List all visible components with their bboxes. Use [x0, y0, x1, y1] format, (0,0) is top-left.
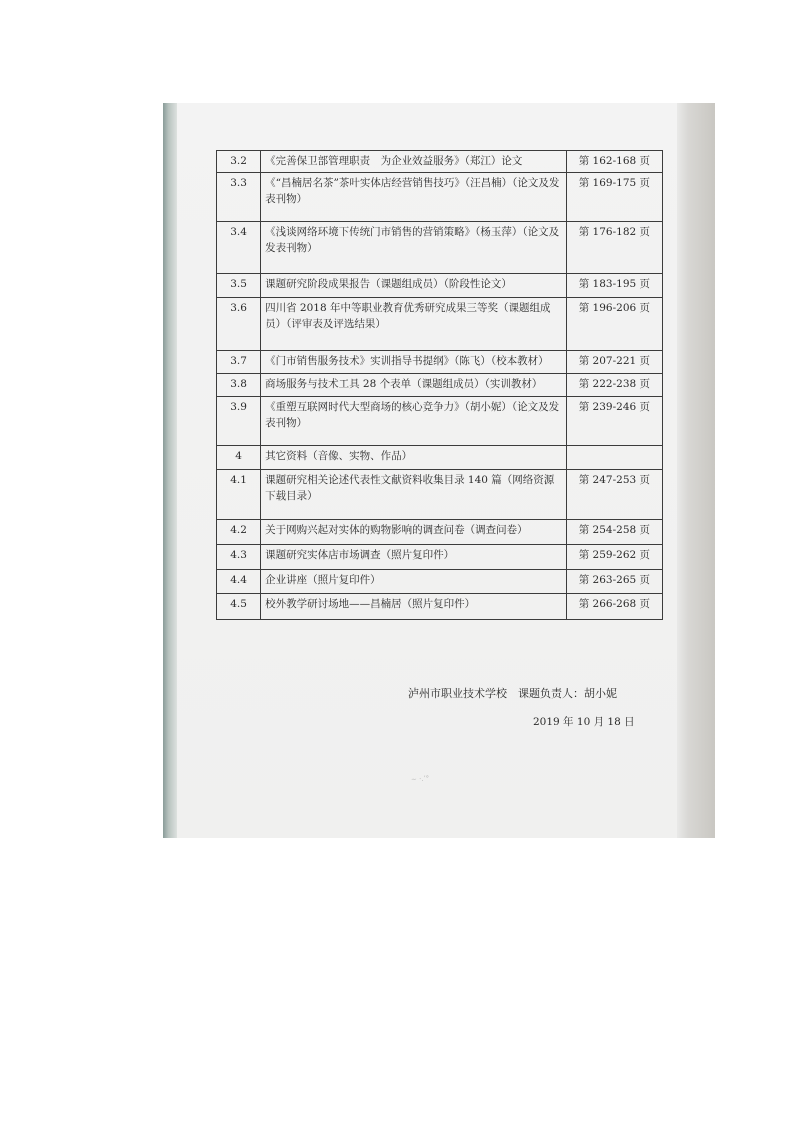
row-number: 4.3 [217, 545, 261, 570]
row-number: 3.9 [217, 397, 261, 446]
row-title: 《门市销售服务技术》实训指导书提纲》（陈飞）（校本教材） [261, 351, 567, 374]
row-pages: 第 176-182 页 [566, 222, 662, 274]
row-title: 校外教学研讨场地——昌楠居（照片复印件） [261, 594, 567, 620]
table-row [217, 397, 663, 446]
row-pages: 第 247-253 页 [566, 470, 662, 520]
table-row [217, 470, 663, 520]
table-row [217, 594, 663, 620]
table-row [217, 274, 663, 298]
row-number: 3.4 [217, 222, 261, 274]
photo-left-edge [163, 103, 177, 838]
row-title: 关于网购兴起对实体的购物影响的调查问卷（调查问卷） [261, 520, 567, 545]
contents-table [216, 150, 663, 620]
row-number: 3.5 [217, 274, 261, 298]
row-number: 3.3 [217, 173, 261, 222]
table-row [217, 173, 663, 222]
footer-date: 2019 年 10 月 18 日 [533, 716, 635, 728]
table-row [217, 570, 663, 594]
row-number: 3.2 [217, 151, 261, 173]
row-pages: 第 254-258 页 [566, 520, 662, 545]
row-number: 4.2 [217, 520, 261, 545]
row-pages: 第 207-221 页 [566, 351, 662, 374]
row-title: 《重塑互联网时代大型商场的核心竞争力》（胡小妮）（论文及发表刊物） [261, 397, 567, 446]
row-pages: 第 263-265 页 [566, 570, 662, 594]
row-number: 3.7 [217, 351, 261, 374]
row-title: 企业讲座（照片复印件） [261, 570, 567, 594]
row-title: 四川省 2018 年中等职业教育优秀研究成果三等奖（课题组成员）（评审表及评选结果） [261, 298, 567, 351]
table-row [217, 446, 663, 470]
footer-organization: 泸州市职业技术学校 课题负责人：胡小妮 [408, 687, 617, 700]
row-number: 4.5 [217, 594, 261, 620]
row-title: 课题研究相关论述代表性文献资料收集目录 140 篇（网络资源下载目录） [261, 470, 567, 520]
row-pages: 第 266-268 页 [566, 594, 662, 620]
ink-smudge: ~ ·.ʼ° [410, 774, 430, 784]
row-pages: 第 196-206 页 [566, 298, 662, 351]
row-title: 商场服务与技术工具 28 个表单（课题组成员）（实训教材） [261, 374, 567, 397]
document-photo [163, 103, 715, 838]
row-pages: 第 169-175 页 [566, 173, 662, 222]
row-pages: 第 162-168 页 [566, 151, 662, 173]
table-row [217, 520, 663, 545]
row-title: 课题研究阶段成果报告（课题组成员）（阶段性论文） [261, 274, 567, 298]
row-number: 3.8 [217, 374, 261, 397]
row-number: 4.4 [217, 570, 261, 594]
row-title: 其它资料（音像、实物、作品） [261, 446, 567, 470]
row-pages: 第 222-238 页 [566, 374, 662, 397]
row-pages: 第 183-195 页 [566, 274, 662, 298]
row-pages: 第 239-246 页 [566, 397, 662, 446]
row-title: 《“昌楠居名茶”茶叶实体店经营销售技巧》（汪昌楠）（论文及发表刊物） [261, 173, 567, 222]
row-pages [566, 446, 662, 470]
table-row [217, 374, 663, 397]
row-number: 4 [217, 446, 261, 470]
row-title: 《浅谈网络环境下传统门市销售的营销策略》（杨玉萍）（论文及发表刊物） [261, 222, 567, 274]
row-pages: 第 259-262 页 [566, 545, 662, 570]
table-row [217, 222, 663, 274]
table-row [217, 151, 663, 173]
row-title: 《完善保卫部管理职责 为企业效益服务》（郑江）论文 [261, 151, 567, 173]
row-number: 3.6 [217, 298, 261, 351]
row-number: 4.1 [217, 470, 261, 520]
photo-right-edge [677, 103, 715, 838]
table-row [217, 351, 663, 374]
table-row [217, 298, 663, 351]
table-row [217, 545, 663, 570]
row-title: 课题研究实体店市场调查（照片复印件） [261, 545, 567, 570]
